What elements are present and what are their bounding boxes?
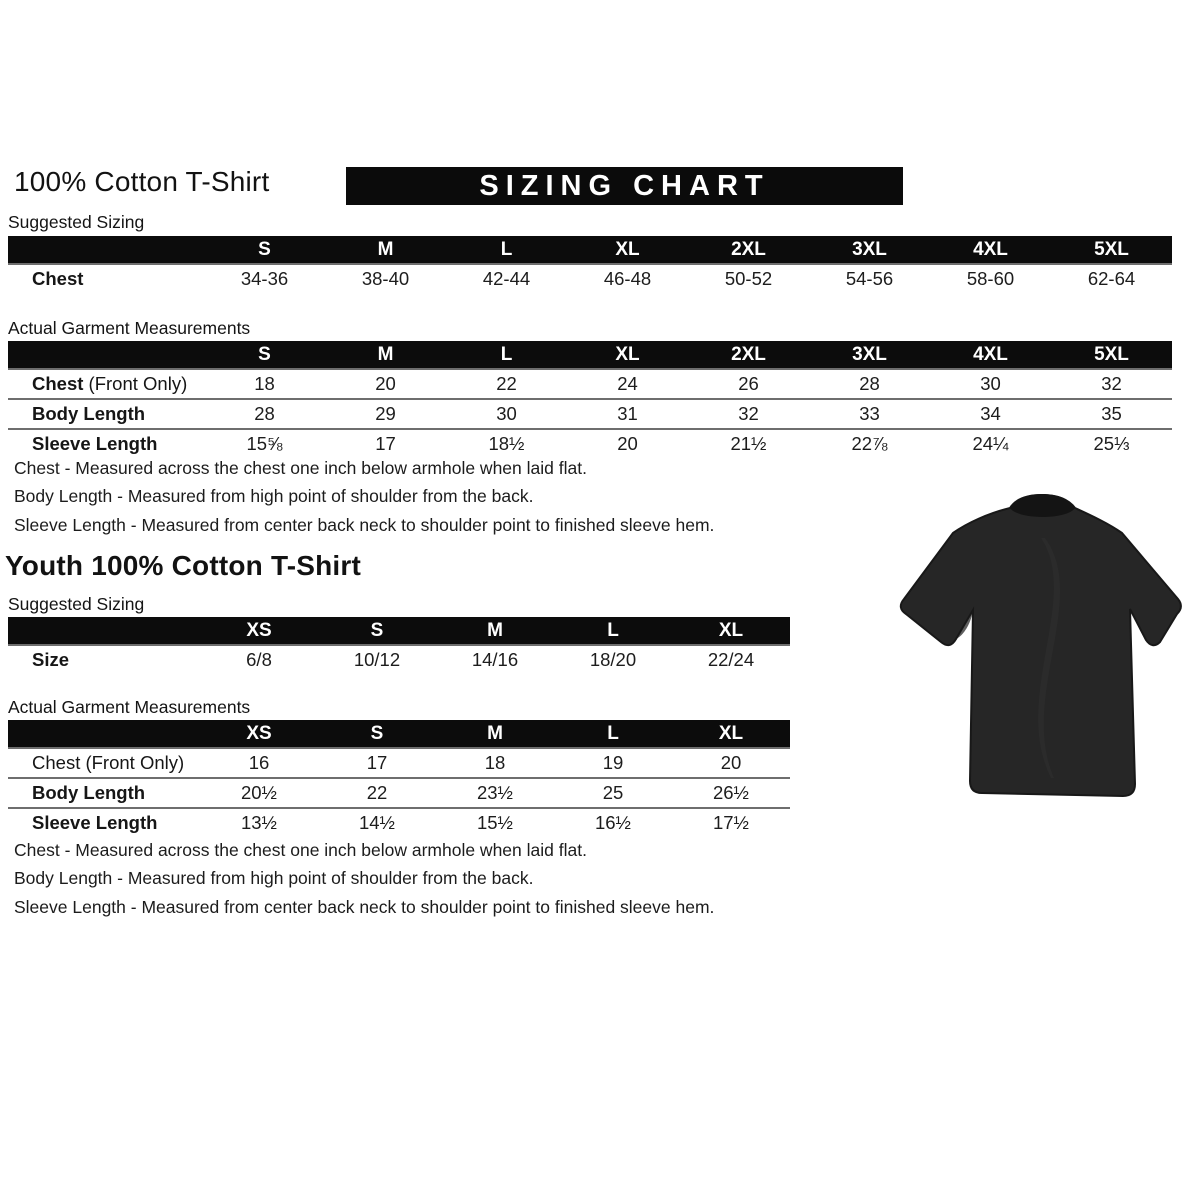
table-cell: 32 xyxy=(738,403,759,424)
measurement-note: Chest - Measured across the chest one inch below armhole when laid flat. xyxy=(14,458,587,478)
table-cell: 14/16 xyxy=(471,649,519,670)
table-row xyxy=(8,777,790,807)
row-label: Body Length xyxy=(32,782,146,803)
column-header: XL xyxy=(615,238,640,260)
column-header: 3XL xyxy=(852,343,887,365)
table-cell: 15½ xyxy=(476,812,513,833)
table-cell: 18/20 xyxy=(589,649,637,670)
table-cell: 17 xyxy=(366,752,388,773)
row-label: Chest xyxy=(32,268,84,289)
table-cell: 15⅝ xyxy=(246,433,283,454)
table-cell: 22⅞ xyxy=(851,433,888,454)
column-header: 2XL xyxy=(731,343,766,365)
table-cell: 10/12 xyxy=(353,649,401,670)
table-cell: 24 xyxy=(617,373,638,394)
youth-suggested-sizing-label: Suggested Sizing xyxy=(8,594,145,614)
table-header-row xyxy=(8,720,790,747)
measurement-note: Body Length - Measured from high point of shoulder from the back. xyxy=(14,868,534,889)
column-header: 4XL xyxy=(973,238,1008,260)
tshirt-collar xyxy=(1010,494,1075,517)
table-cell: 13½ xyxy=(240,812,277,833)
table-cell: 25 xyxy=(602,782,624,803)
row-label: Sleeve Length xyxy=(32,433,158,454)
column-header: XL xyxy=(718,619,744,641)
tshirt-body xyxy=(901,495,1181,796)
column-header: L xyxy=(500,343,513,365)
youth-suggested-sizing-table xyxy=(8,617,790,674)
adult-actual-measurements-label: Actual Garment Measurements xyxy=(8,318,251,338)
table-cell: 22 xyxy=(496,373,517,394)
table-cell: 18 xyxy=(254,373,275,394)
row-label: Chest (Front Only) xyxy=(32,373,188,394)
table-cell: 20 xyxy=(617,433,638,454)
table-cell: 35 xyxy=(1101,403,1122,424)
table-cell: 21½ xyxy=(730,433,767,454)
column-header: XS xyxy=(246,619,272,641)
column-header: M xyxy=(487,619,503,641)
table-cell: 14½ xyxy=(358,812,395,833)
sizing-chart-banner: SIZING CHART xyxy=(346,167,903,205)
column-header: L xyxy=(607,619,619,641)
column-header: XS xyxy=(246,722,272,744)
table-cell: 31 xyxy=(617,403,638,424)
column-header: S xyxy=(258,343,271,365)
table-cell: 25⅓ xyxy=(1093,433,1130,454)
table-row xyxy=(8,368,1172,398)
table-cell: 24¼ xyxy=(972,433,1009,454)
table-cell: 26½ xyxy=(712,782,749,803)
table-cell: 50-52 xyxy=(724,268,773,289)
table-cell: 30 xyxy=(980,373,1001,394)
column-header: 5XL xyxy=(1094,238,1129,260)
table-cell: 17 xyxy=(375,433,396,454)
table-cell: 18½ xyxy=(488,433,525,454)
tshirt-photo xyxy=(891,476,1187,822)
row-label: Size xyxy=(32,649,70,670)
youth-actual-measurements-label: Actual Garment Measurements xyxy=(8,697,251,717)
table-cell: 16 xyxy=(248,752,270,773)
table-cell: 38-40 xyxy=(361,268,410,289)
column-header: 2XL xyxy=(731,238,766,260)
table-cell: 18 xyxy=(484,752,506,773)
measurement-note: Sleeve Length - Measured from center back neck to shoulder point to finished sleeve hem. xyxy=(14,896,715,917)
adult-measurement-notes xyxy=(14,454,714,539)
column-header: L xyxy=(607,722,619,744)
column-header: XL xyxy=(615,343,640,365)
column-header: M xyxy=(377,343,394,365)
adult-suggested-sizing-label: Suggested Sizing xyxy=(8,212,145,232)
table-cell: 29 xyxy=(375,403,396,424)
column-header: XL xyxy=(718,722,744,744)
table-header-row xyxy=(8,617,790,644)
table-cell: 42-44 xyxy=(482,268,531,289)
adult-actual-measurements-table xyxy=(8,341,1172,458)
table-cell: 28 xyxy=(859,373,880,394)
table-cell: 30 xyxy=(496,403,517,424)
table-cell: 19 xyxy=(602,752,624,773)
table-cell: 28 xyxy=(254,403,275,424)
column-header: S xyxy=(258,238,271,260)
table-cell: 20 xyxy=(720,752,742,773)
measurement-note: Chest - Measured across the chest one inch below armhole when laid flat. xyxy=(14,840,587,860)
table-row xyxy=(8,263,1172,293)
table-cell: 20½ xyxy=(240,782,277,803)
column-header: M xyxy=(487,722,503,744)
table-cell: 22/24 xyxy=(707,649,755,670)
column-header: 4XL xyxy=(973,343,1008,365)
row-label: Chest (Front Only) xyxy=(32,752,185,773)
table-cell: 46-48 xyxy=(603,268,652,289)
table-cell: 17½ xyxy=(712,812,749,833)
table-cell: 26 xyxy=(738,373,759,394)
youth-title: Youth 100% Cotton T-Shirt xyxy=(5,550,362,581)
table-cell: 23½ xyxy=(476,782,513,803)
table-header-row xyxy=(8,341,1172,368)
table-cell: 54-56 xyxy=(845,268,894,289)
table-row xyxy=(8,807,790,837)
table-cell: 16½ xyxy=(594,812,631,833)
table-row xyxy=(8,747,790,777)
column-header: M xyxy=(377,238,394,260)
column-header: 3XL xyxy=(852,238,887,260)
table-cell: 62-64 xyxy=(1087,268,1136,289)
column-header: L xyxy=(500,238,513,260)
row-label: Sleeve Length xyxy=(32,812,158,833)
table-cell: 22 xyxy=(366,782,388,803)
table-cell: 58-60 xyxy=(966,268,1015,289)
measurement-note: Body Length - Measured from high point of shoulder from the back. xyxy=(14,486,534,507)
table-row xyxy=(8,398,1172,428)
table-cell: 32 xyxy=(1101,373,1122,394)
youth-measurement-notes xyxy=(14,836,714,921)
table-cell: 20 xyxy=(375,373,396,394)
table-cell: 34 xyxy=(980,403,1001,424)
row-label: Body Length xyxy=(32,403,146,424)
measurement-note: Sleeve Length - Measured from center back neck to shoulder point to finished sleeve hem. xyxy=(14,514,715,535)
table-cell: 6/8 xyxy=(246,649,272,670)
adult-suggested-sizing-table xyxy=(8,236,1172,293)
column-header: 5XL xyxy=(1094,343,1129,365)
table-cell: 33 xyxy=(859,403,880,424)
table-cell: 34-36 xyxy=(240,268,289,289)
column-header: S xyxy=(370,619,384,641)
column-header: S xyxy=(370,722,384,744)
table-row xyxy=(8,644,790,674)
table-header-row xyxy=(8,236,1172,263)
adult-title: 100% Cotton T-Shirt xyxy=(14,166,270,197)
youth-actual-measurements-table xyxy=(8,720,790,837)
